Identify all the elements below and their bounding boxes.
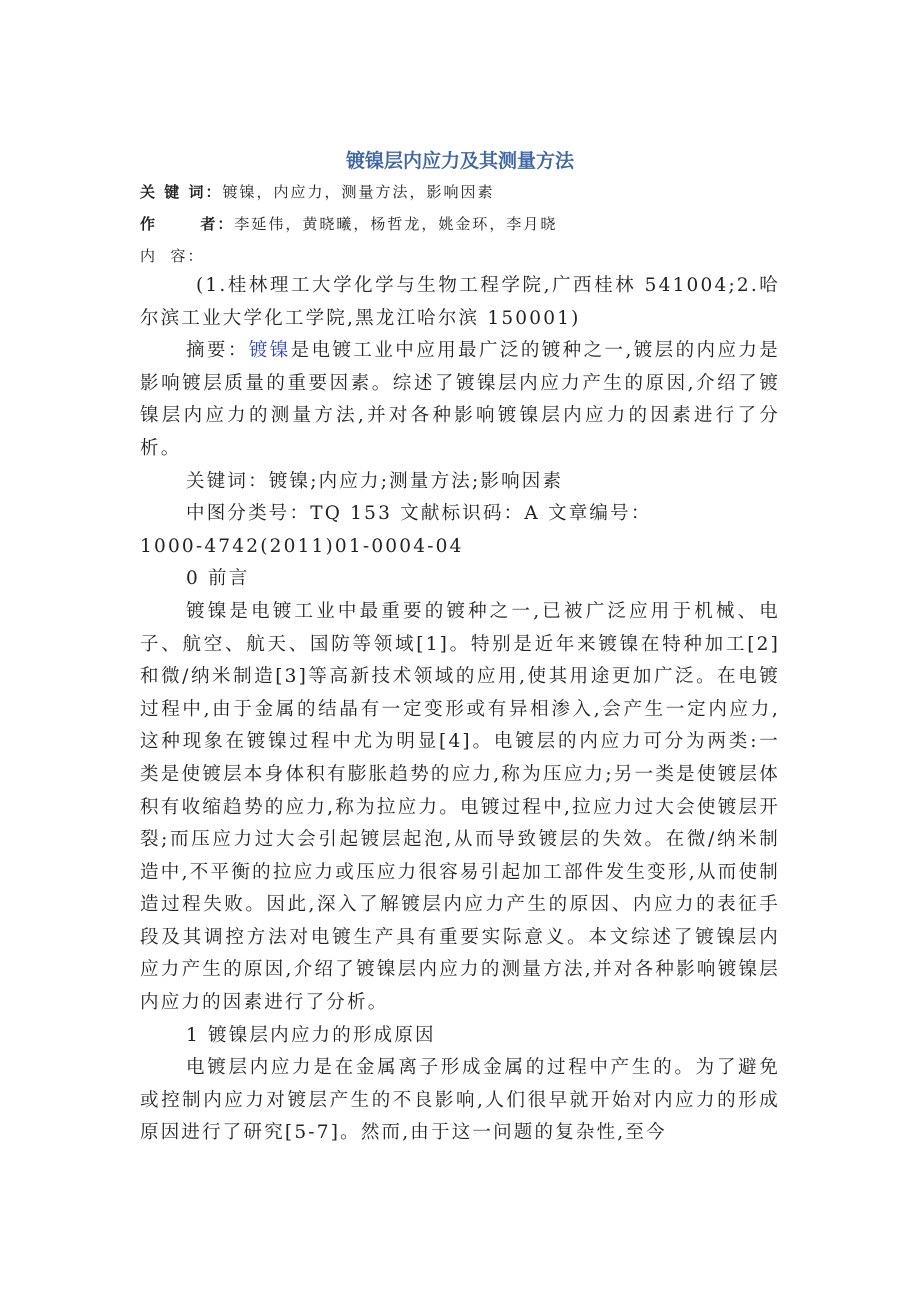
article-number: 1000-4742(2011)01-0004-04 [140,535,464,557]
section-heading-0: 0 前言 [186,568,250,590]
keywords-meta-value: 镀镍，内应力，测量方法，影响因素 [222,183,495,201]
authors-meta-value: 李延伟，黄晓曦，杨哲龙，姚金环，李月晓 [234,215,558,233]
keywords-meta-label: 关 键 词： [140,183,223,201]
document-title: 镀镍层内应力及其测量方法 [345,150,574,172]
section-paragraph-1: 电镀层内应力是在金属离子形成金属的过程中产生的。为了避免或控制内应力对镀层产生的不良影响,人们很早就开始对内应力的形成原因进行了研究[5-7]。然而,由于这一问题的复杂性,至今 [140,1057,780,1144]
abstract-paragraph [140,335,780,465]
affiliation: (1.桂林理工大学化学与生物工程学院,广西桂林 541004;2.哈尔滨工业大学化工学院,黑龙江哈尔滨 150001) [140,275,780,329]
keywords-meta-row [140,181,494,202]
section-paragraph-0: 镀镍是电镀工业中最重要的镀种之一,已被广泛应用于机械、电子、航空、航天、国防等领域[1]。特别是近年来镀镍在特种加工[2]和微/纳米制造[3]等高新技术领域的应用,使其用途更加广泛。在电镀过程中,由于金属的结晶有一定变形或有异相渗入,会产生一定内应力,这种现象在镀镍过程中尤为明显[4]。电镀层的内应力可分为两类:一类是使镀层本身体积有膨胀趋势的应力,称为压应力;另一类是使镀层体积有收缩趋势的应力,称为拉应力。电镀过程中,拉应力过大会使镀层开裂;而压应力过大会引起镀层起泡,从而导致镀层的失效。在微/纳米制造中,不平衡的拉应力或压应力很容易引起加工部件发生变形,从而使制造过程失败。因此,深入了解镀层内应力产生的原因、内应力的表征手段及其调控方法对电镀生产具有重要实际意义。本文综述了镀镍层内应力产生的原因,介绍了镀镍层内应力的测量方法,并对各种影响镀镍层内应力的因素进行了分析。 [140,600,780,1014]
authors-meta-label: 作 者： [140,215,235,233]
abstract-text: 是电镀工业中应用最广泛的镀种之一,镀层的内应力是影响镀层质量的重要因素。综述了镀镍层内应力产生的原因,介绍了镀镍层内应力的测量方法,并对各种影响镀镍层内应力的因素进行了分析。 [140,340,780,459]
section-heading-1: 1 镀镍层内应力的形成原因 [186,1024,436,1046]
abstract-link[interactable]: 镀镍 [248,340,291,362]
content-meta-label: 内 容： [140,247,205,265]
abstract-label: 摘要： [186,340,249,362]
authors-meta-row [140,213,557,234]
article-body [140,270,780,1150]
keywords-line: 关键词：镀镍;内应力;测量方法;影响因素 [186,470,564,492]
classification-line: 中图分类号：TQ 153 文献标识码：A 文章编号： [186,503,652,525]
